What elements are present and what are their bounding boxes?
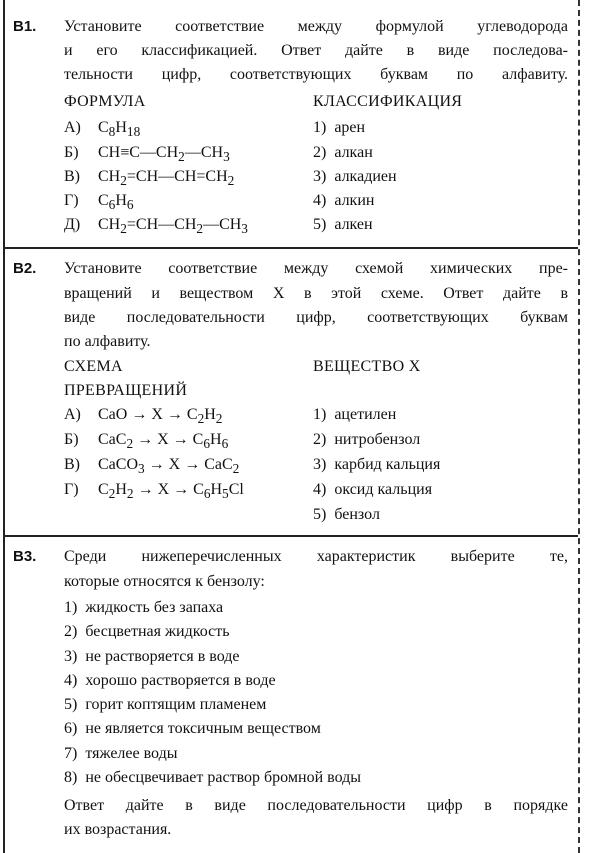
b3-option: 8) не обесцвечивает раствор бромной воды — [64, 769, 361, 786]
right-dashed-border — [578, 0, 580, 853]
b2-left-header: СХЕМА — [64, 358, 123, 375]
b2-option: 1) ацетилен — [313, 406, 397, 423]
b1-letter: Г) — [64, 192, 79, 209]
b3-text-line: Среди нижеперечисленных характеристик выберите те, — [64, 548, 568, 565]
b3-option: 7) тяжелее воды — [64, 745, 178, 762]
b2-number: B2. — [13, 260, 37, 277]
b1-right-header: КЛАССИФИКАЦИЯ — [313, 93, 463, 110]
b1-formula-d: $CH_2=CH—CH_2—CH_3$ — [98, 216, 248, 237]
b2-text-line: вращений и веществом X в этой схеме. Ответ дайте в — [64, 285, 568, 302]
b1-letter: А) — [64, 119, 81, 136]
b1-formula-g: $C_6H_6$ — [98, 192, 134, 213]
b1-formula-a: $C_8H_{18}$ — [98, 119, 141, 140]
b1-text-line: и его классификацией. Ответ дайте в виде последова- — [64, 42, 568, 59]
b2-letter: А) — [64, 406, 81, 423]
b2-scheme-b: $CaC_2 \to X \to C_6H_6$ — [98, 431, 229, 452]
b3-number: B3. — [13, 548, 37, 565]
b3-answer-line: их возрастания. — [64, 821, 172, 838]
section-divider — [4, 535, 578, 537]
section-divider — [4, 247, 578, 249]
b1-letter: Б) — [64, 144, 79, 161]
b2-option: 5) бензол — [313, 506, 380, 523]
b1-text-line: Установите соответствие между формулой углеводорода — [64, 18, 568, 35]
b2-right-header: ВЕЩЕСТВО X — [313, 358, 421, 375]
b1-option: 5) алкен — [313, 216, 373, 233]
b2-text-line: по алфавиту. — [64, 333, 151, 350]
b2-letter: Г) — [64, 481, 79, 498]
b2-scheme-a: CaO → $X \to C_2H_2$ — [98, 406, 223, 427]
b1-formula-b: $CH\equiv C—CH_2—CH_3$ — [98, 144, 230, 165]
b3-option: 2) бесцветная жидкость — [64, 623, 230, 640]
b2-letter: В) — [64, 456, 80, 473]
left-border — [3, 0, 5, 853]
b2-option: 4) оксид кальция — [313, 481, 433, 498]
b2-scheme-v: CaCO$_3$ → X → CaC$_2$ — [98, 456, 240, 477]
b3-answer-line: Ответ дайте в виде последовательности цифр в порядке — [64, 797, 568, 814]
b3-option: 3) не растворяется в воде — [64, 648, 240, 665]
b1-letter: Д) — [64, 216, 81, 233]
b2-text-line: виде последовательности цифр, соответствующих буквам — [64, 309, 568, 326]
b1-option: 4) алкин — [313, 192, 375, 209]
b3-option: 1) жидкость без запаха — [64, 599, 224, 616]
b2-left-header: ПРЕВРАЩЕНИЙ — [64, 382, 188, 399]
b1-option: 2) алкан — [313, 144, 373, 161]
b3-option: 6) не является токсичным веществом — [64, 720, 321, 737]
b2-text-line: Установите соответствие между схемой химических пре- — [64, 260, 568, 277]
b1-text-line: тельности цифр, соответствующих буквам по алфавиту. — [64, 66, 568, 83]
b2-scheme-g: $C_2H_2 \to X \to C_6H_5Cl$ — [98, 481, 244, 502]
b1-formula-v: $CH_2=CH—CH=CH_2$ — [98, 168, 235, 189]
b1-option: 3) алкадиен — [313, 168, 397, 185]
b3-text-line: которые относятся к бензолу: — [64, 573, 265, 590]
b2-option: 2) нитробензол — [313, 431, 421, 448]
b2-option: 3) карбид кальция — [313, 456, 441, 473]
b2-letter: Б) — [64, 431, 79, 448]
b1-number: B1. — [13, 18, 37, 35]
b1-option: 1) арен — [313, 119, 366, 136]
b1-letter: В) — [64, 168, 80, 185]
b3-option: 5) горит коптящим пламенем — [64, 696, 267, 713]
b1-left-header: ФОРМУЛА — [64, 93, 146, 110]
b3-option: 4) хорошо растворяется в воде — [64, 672, 276, 689]
